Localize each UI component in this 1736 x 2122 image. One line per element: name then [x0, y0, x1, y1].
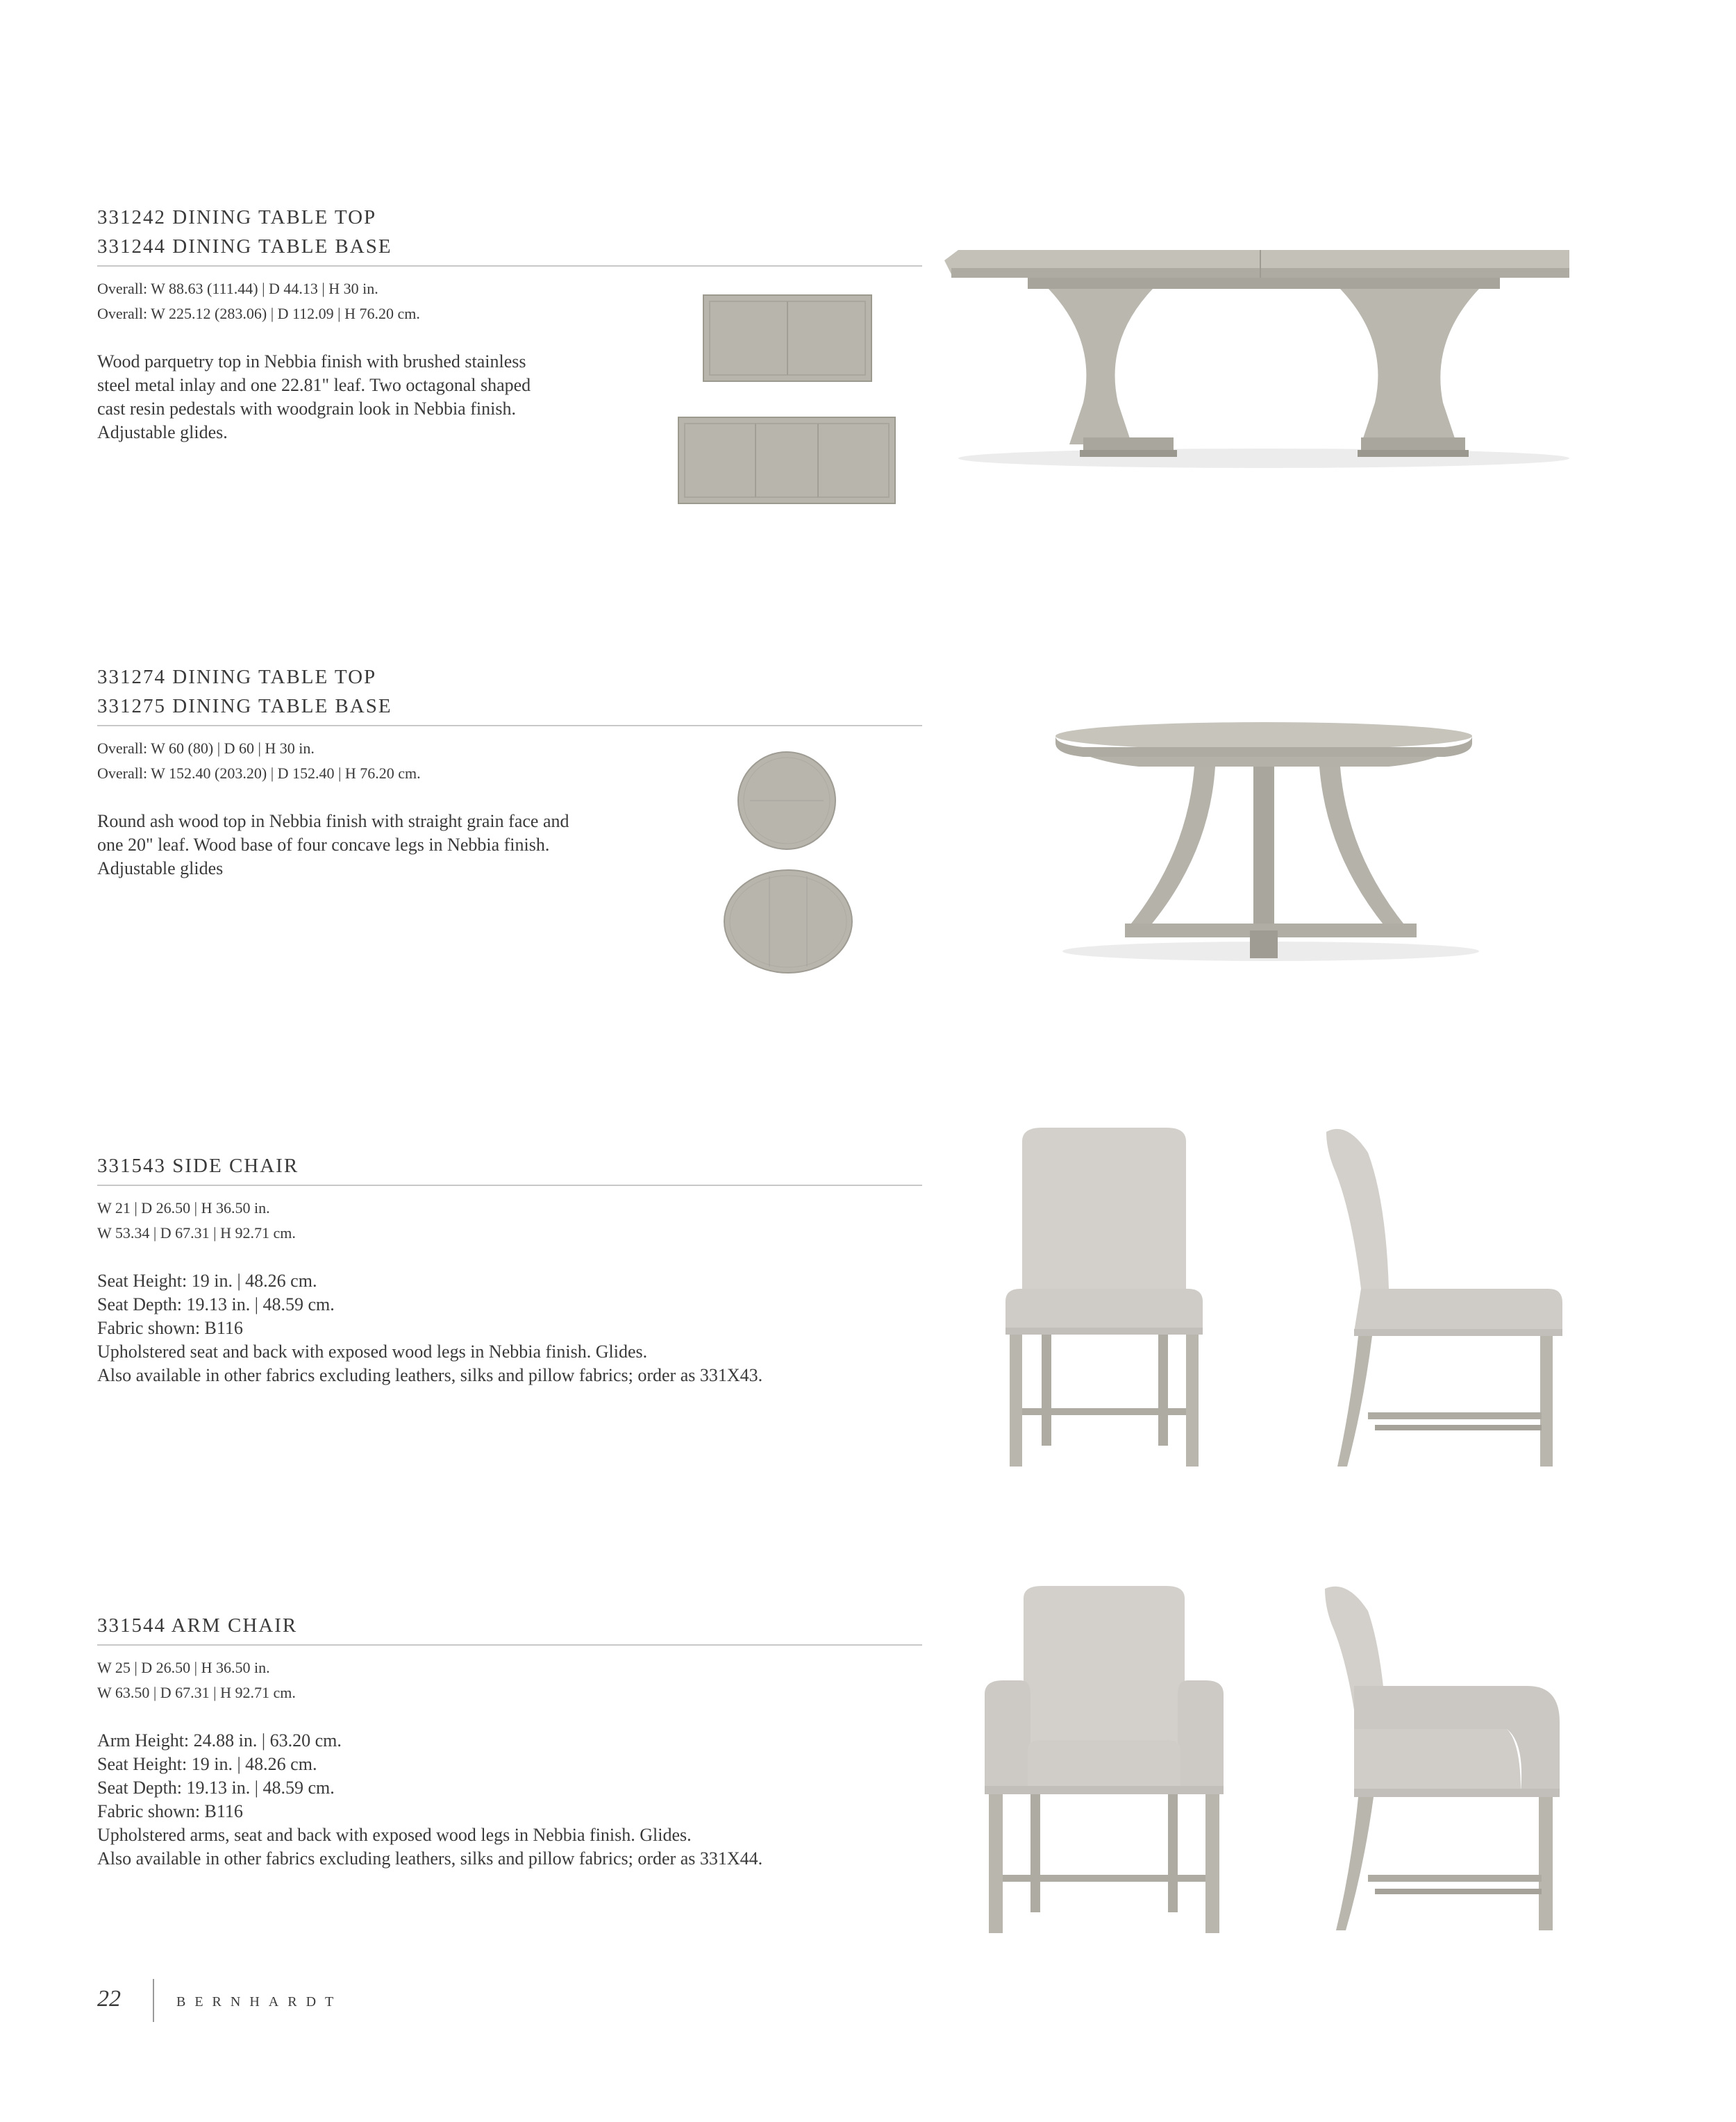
brand-logo: BERNHARDT — [176, 1994, 343, 2010]
description-line: Seat Depth: 19.13 in. | 48.59 cm. — [97, 1294, 335, 1314]
product-title: 331543 SIDE CHAIR — [97, 1155, 299, 1177]
product-title: 331242 DINING TABLE TOP — [97, 206, 377, 228]
description-line: Upholstered seat and back with exposed wood legs in Nebbia finish. Glides. — [97, 1342, 648, 1362]
dimensions-in: W 21 | D 26.50 | H 36.50 in. — [97, 1199, 270, 1217]
description-line: one 20" leaf. Wood base of four concave legs in Nebbia finish. — [97, 835, 550, 855]
dimensions-in: W 25 | D 26.50 | H 36.50 in. — [97, 1659, 270, 1676]
table-top-view-closed — [703, 294, 872, 382]
arm-chair-side-image — [1319, 1583, 1569, 1937]
description-line: Upholstered arms, seat and back with exposed wood legs in Nebbia finish. Glides. — [97, 1825, 692, 1845]
description-line: Round ash wood top in Nebbia finish with straight grain face and — [97, 811, 569, 831]
description-line: Wood parquetry top in Nebbia finish with brushed stainless — [97, 351, 526, 371]
product-331544 — [97, 1611, 922, 1871]
divider — [97, 1185, 922, 1186]
description-line: Arm Height: 24.88 in. | 63.20 cm. — [97, 1730, 342, 1751]
description-line: Adjustable glides. — [97, 422, 228, 442]
product-title: 331544 ARM CHAIR — [97, 1614, 298, 1637]
dimensions-in: Overall: W 60 (80) | D 60 | H 30 in. — [97, 740, 315, 757]
arm-chair-front-image — [979, 1583, 1229, 1937]
description-line: Adjustable glides — [97, 858, 224, 878]
footer-divider — [153, 1979, 154, 2022]
description-line: Also available in other fabrics excluding leathers, silks and pillow fabrics; order as 331X43. — [97, 1365, 763, 1385]
description-line: Fabric shown: B116 — [97, 1801, 243, 1821]
description-line: Seat Height: 19 in. | 48.26 cm. — [97, 1271, 317, 1291]
dimensions-cm: W 53.34 | D 67.31 | H 92.71 cm. — [97, 1224, 296, 1242]
round-top-view-closed — [736, 750, 837, 851]
dimensions-cm: W 63.50 | D 67.31 | H 92.71 cm. — [97, 1684, 296, 1701]
dimensions-cm: Overall: W 152.40 (203.20) | D 152.40 | H 76.20 cm. — [97, 765, 421, 782]
description-line: Also available in other fabrics excluding leathers, silks and pillow fabrics; order as 331X44. — [97, 1848, 763, 1869]
side-chair-front-image — [1000, 1125, 1208, 1472]
product-331543 — [97, 1151, 922, 1387]
product-title: 331274 DINING TABLE TOP — [97, 666, 377, 688]
description-line: steel metal inlay and one 22.81" leaf. Two octagonal shaped — [97, 375, 531, 395]
description-line: Seat Height: 19 in. | 48.26 cm. — [97, 1754, 317, 1774]
round-table-image — [1028, 694, 1500, 972]
page-number: 22 — [97, 1986, 121, 2012]
table-top-view-extended — [678, 417, 896, 504]
divider — [97, 265, 922, 267]
product-title: 331275 DINING TABLE BASE — [97, 695, 392, 717]
double-pedestal-table-image — [944, 243, 1583, 479]
divider — [97, 1644, 922, 1646]
dimensions-in: Overall: W 88.63 (111.44) | D 44.13 | H 30 in. — [97, 280, 378, 297]
description-line: Seat Depth: 19.13 in. | 48.59 cm. — [97, 1778, 335, 1798]
dimensions-cm: Overall: W 225.12 (283.06) | D 112.09 | H 76.20 cm. — [97, 305, 420, 322]
product-title: 331244 DINING TABLE BASE — [97, 235, 392, 258]
round-top-view-extended — [722, 868, 854, 975]
divider — [97, 725, 922, 726]
description-line: cast resin pedestals with woodgrain look in Nebbia finish. — [97, 399, 516, 419]
description-line: Fabric shown: B116 — [97, 1318, 243, 1338]
side-chair-side-image — [1319, 1125, 1569, 1472]
